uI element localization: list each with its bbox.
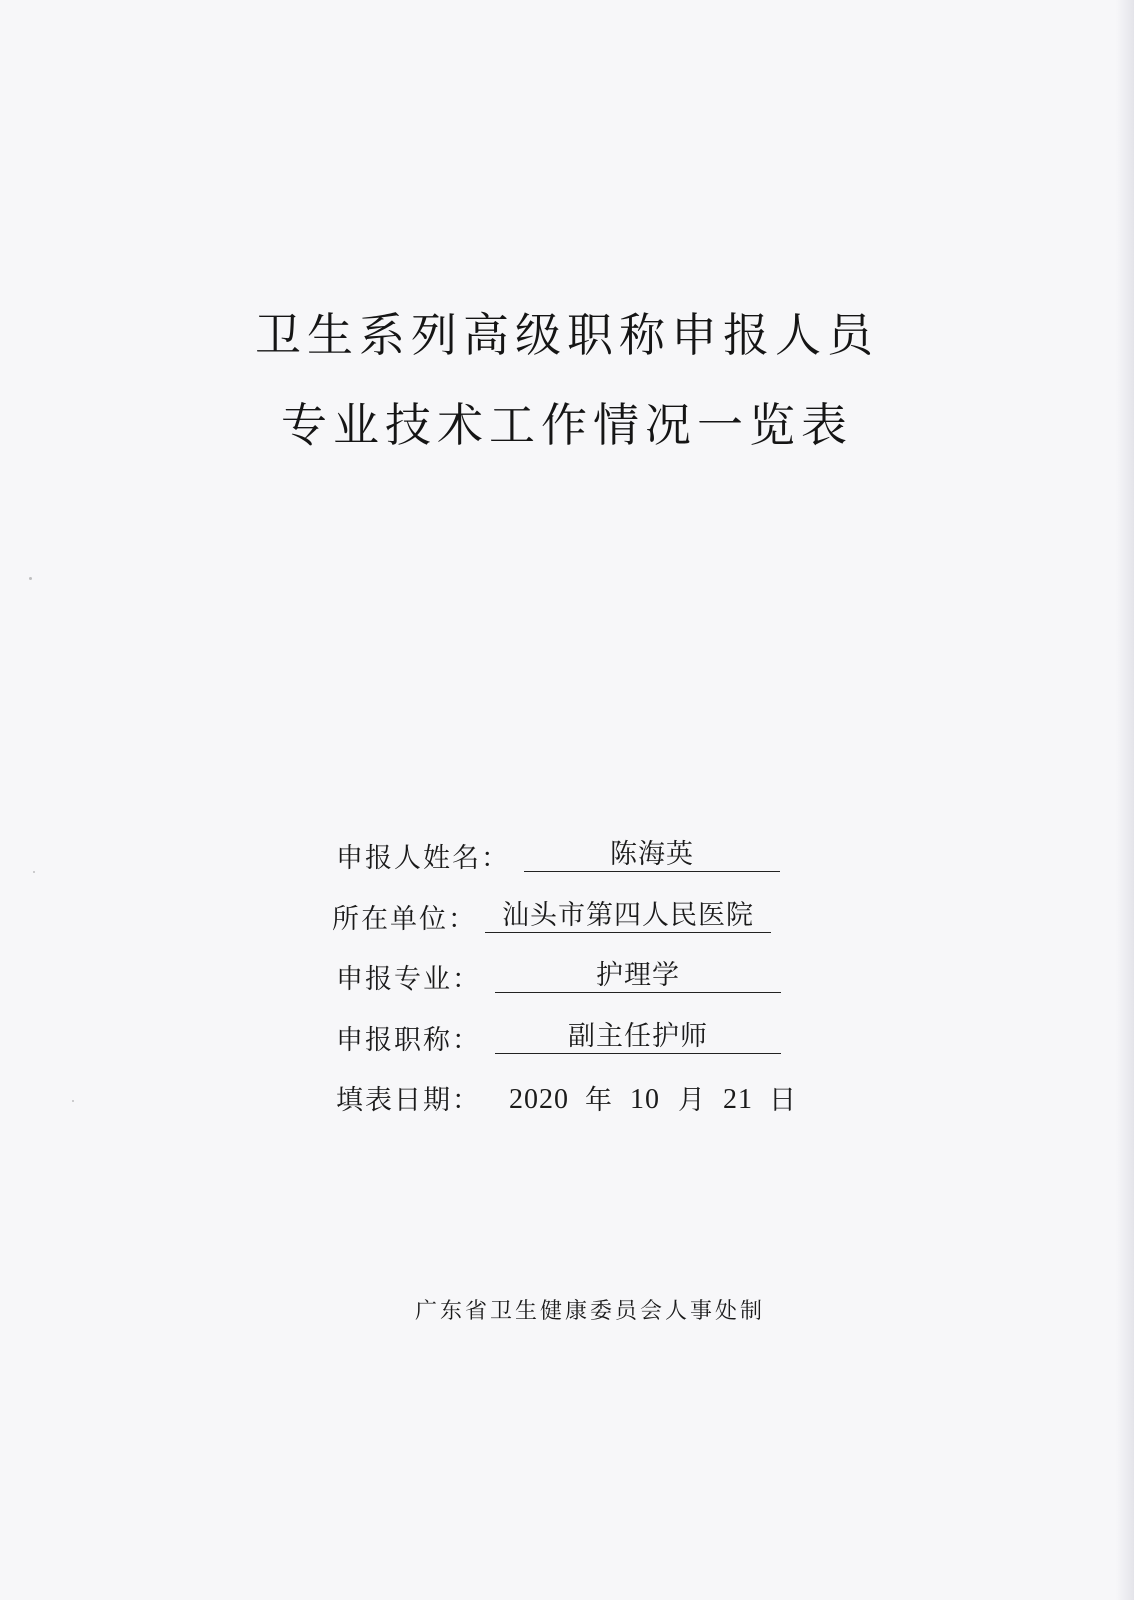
- work-unit-row: [332, 893, 771, 933]
- work-unit-value: 汕头市第四人民医院: [485, 902, 771, 933]
- applicant-name-row: [336, 832, 780, 872]
- scan-edge-shadow: [1116, 0, 1134, 1600]
- fill-date-year-unit: 年: [585, 1085, 612, 1116]
- specialty-row: [336, 953, 781, 993]
- document-title-line-2: 专业技术工作情况一览表: [281, 398, 853, 452]
- fill-date-day: 21: [723, 1084, 753, 1115]
- specialty-value: 护理学: [495, 962, 781, 993]
- scan-speck: [29, 577, 32, 580]
- document-title-line-1: 卫生系列高级职称申报人员: [255, 308, 879, 362]
- work-unit-label: 所在单位：: [332, 904, 477, 935]
- applicant-name-value: 陈海英: [524, 841, 780, 872]
- professional-title-label: 申报职称：: [336, 1025, 481, 1056]
- fill-date-label: 填表日期：: [336, 1085, 481, 1116]
- fill-date-year: 2020: [509, 1084, 569, 1115]
- professional-title-row: [336, 1014, 781, 1054]
- issuer-line: 广东省卫生健康委员会人事处制: [414, 1299, 765, 1324]
- specialty-label: 申报专业：: [336, 964, 481, 995]
- applicant-name-label: 申报人姓名：: [336, 843, 510, 874]
- fill-date-month: 10: [630, 1084, 660, 1115]
- fill-date-day-unit: 日: [769, 1085, 796, 1116]
- scan-speck: [72, 1100, 74, 1102]
- fill-date-month-unit: 月: [678, 1085, 705, 1116]
- professional-title-value: 副主任护师: [495, 1023, 781, 1054]
- scan-speck: [33, 871, 35, 873]
- fill-date-row: [336, 1074, 796, 1114]
